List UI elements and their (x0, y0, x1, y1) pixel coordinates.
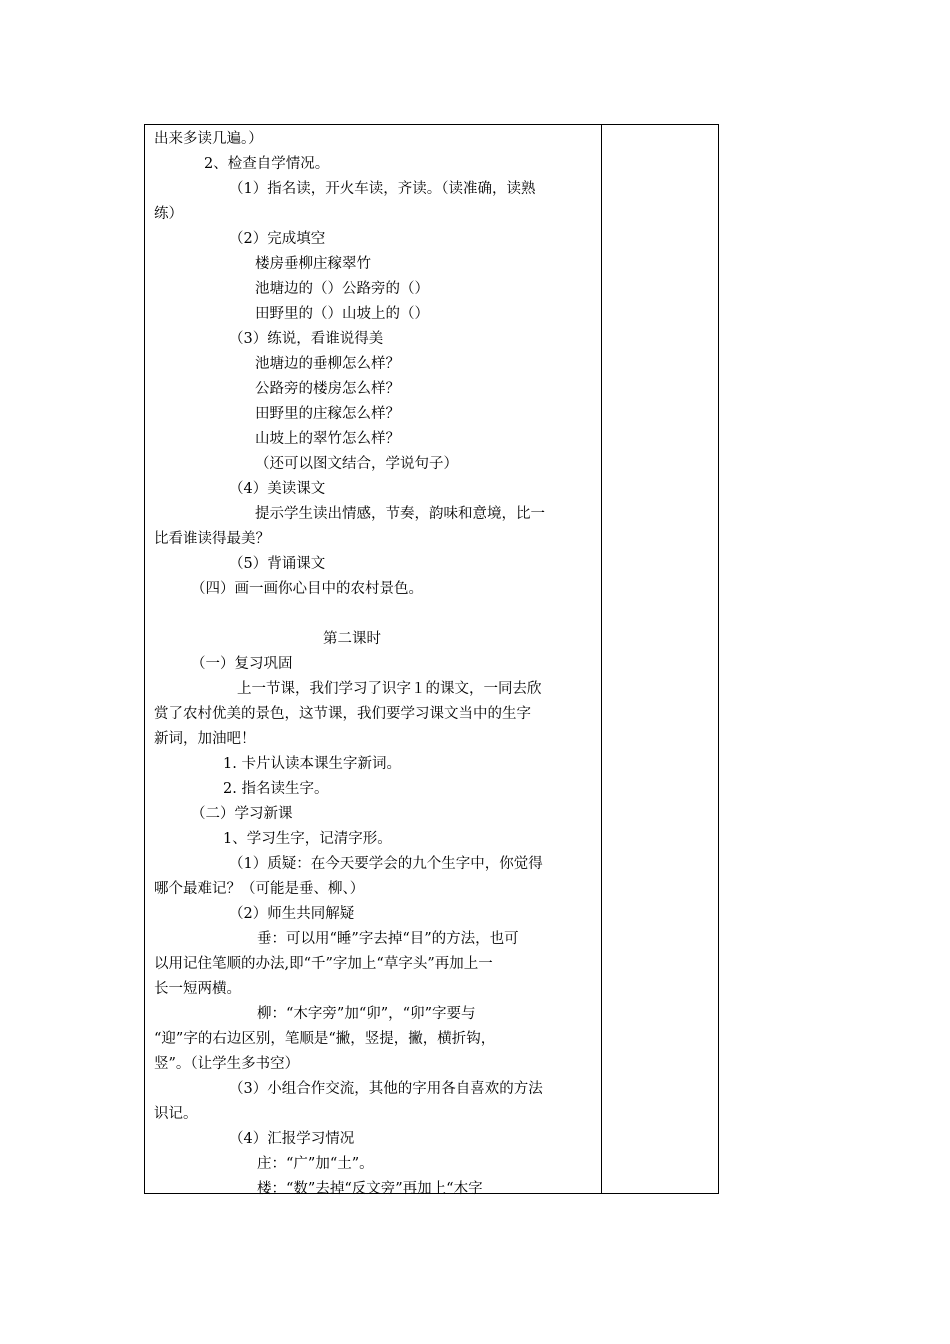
text-line: 公路旁的楼房怎么样？ (255, 381, 400, 397)
text-line: （1）指名读，开火车读，齐读。（读准确，读熟 (229, 181, 536, 197)
text-line: 赏了农村优美的景色，这节课，我们要学习课文当中的生字 (154, 706, 531, 722)
text-line: 庄：“广”加“土”。 (257, 1156, 374, 1172)
notes-cell (602, 125, 718, 1193)
text-line: （四）画一画你心目中的农村景色。 (191, 581, 423, 597)
text-line: 出来多读几遍。） (154, 131, 263, 147)
section-heading: 第二课时 (323, 631, 381, 647)
text-line: 识记。 (154, 1106, 198, 1122)
text-line: （还可以图文结合，学说句子） (255, 456, 458, 472)
text-line: （3）小组合作交流，其他的字用各自喜欢的方法 (229, 1081, 543, 1097)
text-line: 比看谁读得最美？ (154, 531, 270, 547)
text-line: （3）练说，看谁说得美 (229, 331, 384, 347)
text-line: 长一短两横。 (154, 981, 241, 997)
text-line: 提示学生读出情感，节奏，韵味和意境，比一 (255, 506, 545, 522)
text-line: （4）汇报学习情况 (229, 1131, 355, 1147)
text-line: 楼房垂柳庄稼翠竹 (255, 256, 371, 272)
text-line: （1）质疑：在今天要学会的九个生字中，你觉得 (229, 856, 543, 872)
text-line: （5）背诵课文 (229, 556, 326, 572)
lesson-content-cell (145, 125, 601, 1197)
text-line: 2、检查自学情况。 (204, 156, 330, 172)
text-line: 垂：可以用“睡”字去掉“目”的方法，也可 (257, 931, 519, 947)
text-line: 池塘边的垂柳怎么样？ (255, 356, 400, 372)
text-line: （2）师生共同解疑 (229, 906, 355, 922)
text-line: 山坡上的翠竹怎么样？ (255, 431, 400, 447)
text-line: （二）学习新课 (191, 806, 293, 822)
text-line: （2）完成填空 (229, 231, 326, 247)
text-line: （一）复习巩固 (191, 656, 293, 672)
text-line: 1. 卡片认读本课生字新词。 (223, 756, 401, 772)
text-line: 哪个最难记？（可能是垂、柳、） (154, 881, 365, 897)
text-line: 池塘边的（）公路旁的（） (255, 281, 429, 297)
lesson-plan-table (144, 124, 719, 1197)
text-line: 上一节课，我们学习了识字１的课文，一同去欣 (237, 681, 542, 697)
text-line: 柳：“木字旁”加“卯”，“卯”字要与 (257, 1006, 476, 1022)
text-line: 田野里的（）山坡上的（） (255, 306, 429, 322)
text-line: 楼：“数”去掉“反文旁”再加上“木字 (257, 1181, 483, 1197)
text-line: （4）美读课文 (229, 481, 326, 497)
text-line: 以用记住笔顺的办法,即“千”字加上“草字头”再加上一 (154, 956, 493, 972)
text-line: 竖”。（让学生多书空） (154, 1056, 300, 1072)
text-line: 1、学习生字，记清字形。 (223, 831, 392, 847)
text-line: 2. 指名读生字。 (223, 781, 329, 797)
text-line: 新词，加油吧！ (154, 731, 256, 747)
text-line: 练） (154, 206, 183, 222)
text-line: “迎”字的右边区别，笔顺是“撇，竖提，撇，横折钩， (154, 1031, 496, 1047)
text-line: 田野里的庄稼怎么样？ (255, 406, 400, 422)
